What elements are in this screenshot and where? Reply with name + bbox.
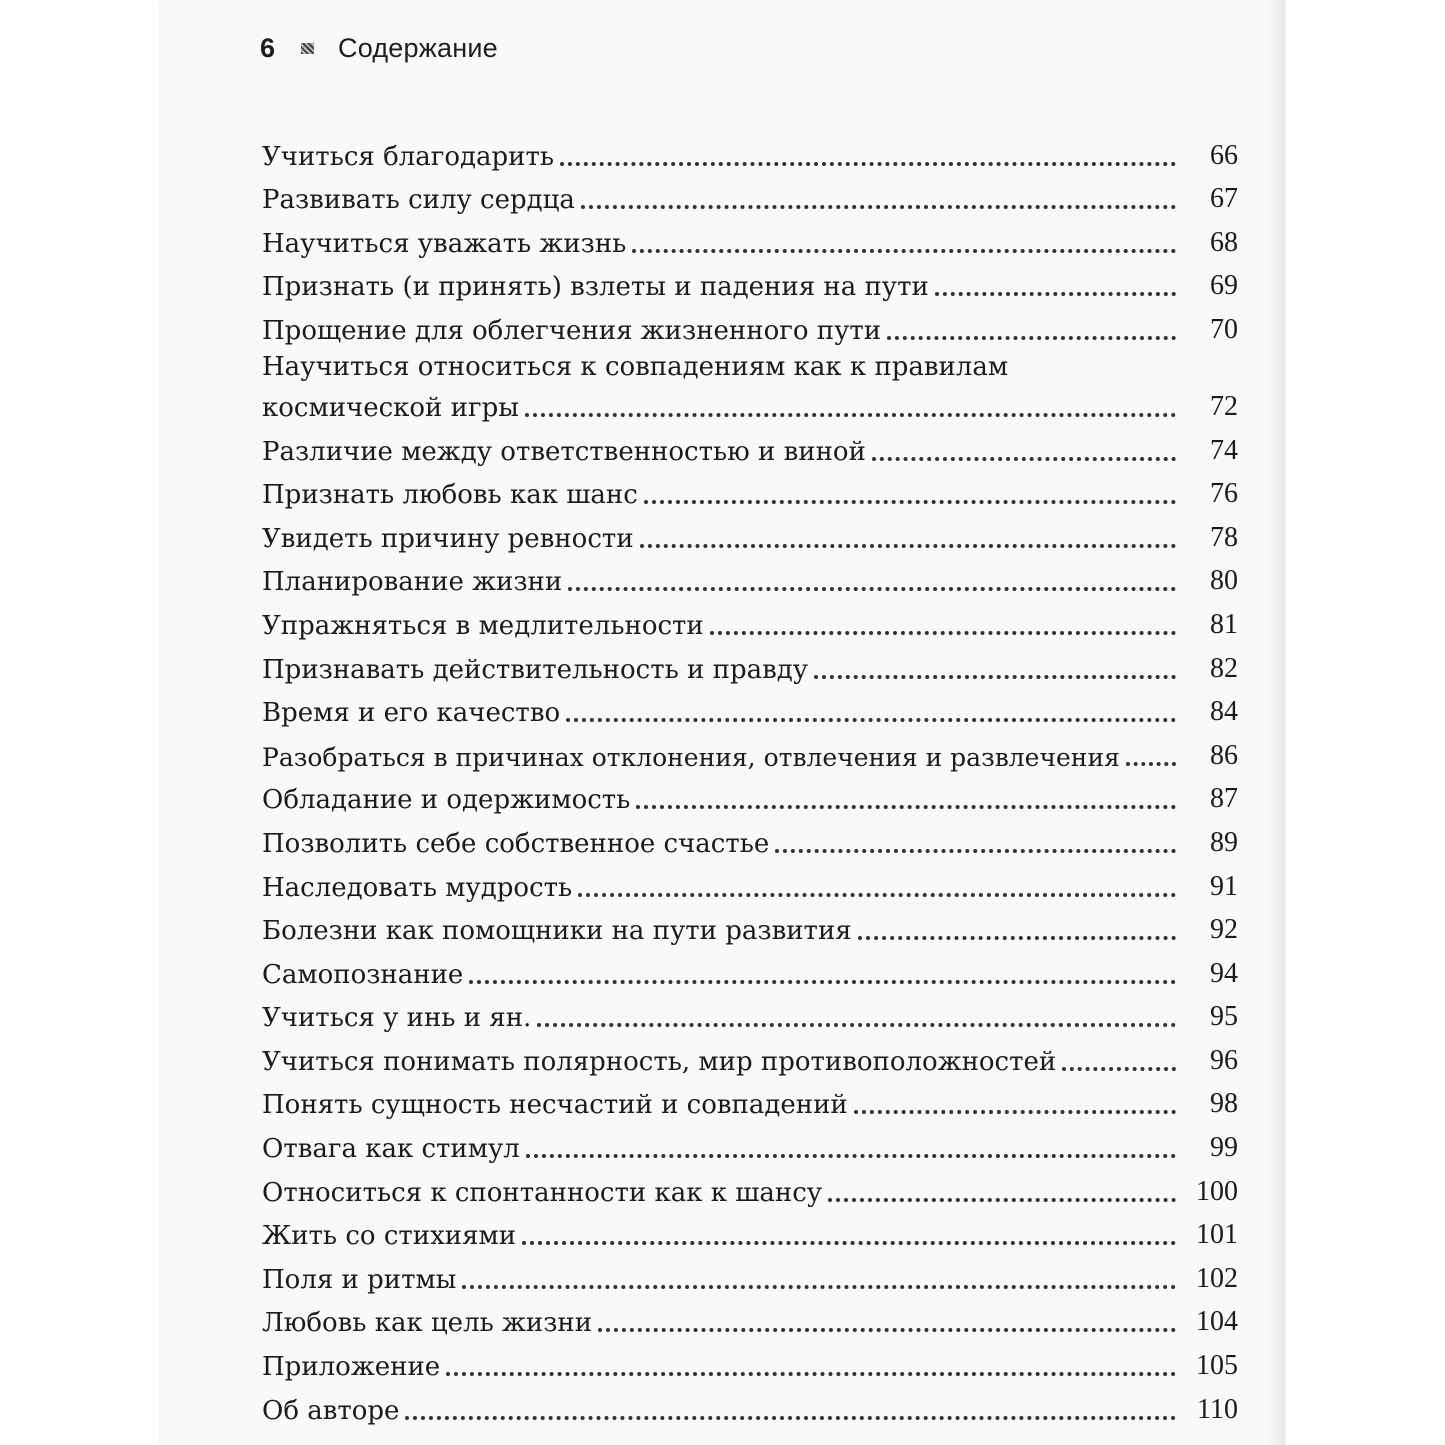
toc-entry <box>262 554 1238 598</box>
toc-entry-page: 104 <box>1196 1306 1238 1338</box>
toc-entry <box>262 815 1238 859</box>
toc-entry <box>262 597 1238 641</box>
toc-entry <box>262 346 1238 423</box>
toc-entry-title: Прощение для облегчения жизненного пути <box>262 315 882 346</box>
toc-entry-title: Учиться понимать полярность, мир противоположностей <box>262 1046 1057 1077</box>
toc-entry-title: Научиться относиться к совпадениям как к правилам <box>262 351 1009 382</box>
toc-entry-page: 76 <box>1210 478 1238 510</box>
toc-entry <box>262 1338 1238 1382</box>
toc-entry-page: 94 <box>1210 957 1238 989</box>
toc-entry <box>262 467 1238 511</box>
section-title: Содержание <box>338 32 498 63</box>
toc-entry-page: 78 <box>1210 521 1238 553</box>
toc-entry-page: 68 <box>1210 226 1238 258</box>
toc-entry-page: 66 <box>1210 139 1238 171</box>
leader-dots <box>560 162 1176 166</box>
leader-dots <box>462 1285 1176 1289</box>
toc-entry-page: 82 <box>1210 652 1238 684</box>
leader-dots <box>632 249 1176 253</box>
toc-entry-title: Научиться уважать жизнь <box>262 228 627 259</box>
toc-entry-title: Об авторе <box>262 1395 400 1426</box>
book-page <box>160 0 1285 1445</box>
toc-entry <box>262 172 1238 216</box>
leader-dots <box>858 936 1176 940</box>
toc-entry-title: Признать (и принять) взлеты и падения на пути <box>262 272 929 303</box>
toc-entry-title: Упражняться в медлительности <box>262 610 704 641</box>
toc-entry-page: 89 <box>1210 826 1238 858</box>
toc-entry-page: 110 <box>1197 1393 1238 1425</box>
toc-entry <box>262 1077 1238 1121</box>
leader-dots <box>1062 1067 1176 1071</box>
toc-entry <box>262 685 1238 729</box>
leader-dots <box>537 1023 1176 1027</box>
toc-entry-title: Увидеть причину ревности <box>262 523 634 554</box>
toc-entry <box>262 1033 1238 1077</box>
page-edge-shadow <box>1271 0 1285 1445</box>
leader-dots <box>566 718 1176 722</box>
leader-dots <box>581 205 1176 209</box>
table-of-contents <box>262 128 1238 1426</box>
toc-entry <box>262 259 1238 303</box>
toc-entry-title: Учиться у инь и ян. <box>262 1003 532 1034</box>
toc-entry <box>262 215 1238 259</box>
toc-entry-title: Различие между ответственностью и виной <box>262 436 866 467</box>
toc-entry-page: 102 <box>1196 1262 1238 1294</box>
toc-entry-page: 100 <box>1196 1175 1238 1207</box>
toc-entry-title: Разобраться в причинах отклонения, отвлечения и развлечения <box>262 742 1120 772</box>
leader-dots <box>526 1154 1176 1158</box>
toc-entry <box>262 728 1238 772</box>
leader-dots <box>854 1110 1176 1114</box>
leader-dots <box>578 893 1176 897</box>
leader-dots <box>469 980 1176 984</box>
toc-entry-page: 74 <box>1210 434 1238 466</box>
toc-entry-page: 95 <box>1210 1001 1238 1033</box>
toc-entry-title: Приложение <box>262 1352 441 1383</box>
toc-entry-page: 101 <box>1196 1219 1238 1251</box>
toc-entry <box>262 1120 1238 1164</box>
toc-entry <box>262 423 1238 467</box>
toc-entry <box>262 641 1238 685</box>
leader-dots <box>814 675 1176 679</box>
toc-entry-page: 84 <box>1210 696 1238 728</box>
toc-entry-page: 81 <box>1210 608 1238 640</box>
leader-dots <box>640 544 1176 548</box>
toc-entry-page: 92 <box>1210 914 1238 946</box>
toc-entry <box>262 859 1238 903</box>
toc-entry-title: Жить со стихиями <box>262 1221 517 1252</box>
toc-entry-title-continued: космической игры <box>262 392 519 423</box>
leader-dots <box>710 631 1176 635</box>
toc-entry-title: Время и его качество <box>262 698 561 729</box>
toc-entry <box>262 772 1238 816</box>
toc-entry-page: 99 <box>1210 1132 1238 1164</box>
toc-entry-page: 67 <box>1210 183 1238 215</box>
toc-entry <box>262 1164 1238 1208</box>
leader-dots <box>598 1328 1176 1332</box>
toc-entry-title: Развивать силу сердца <box>262 185 575 216</box>
toc-entry-title: Поля и ритмы <box>262 1264 457 1295</box>
toc-entry-title: Понять сущность несчастий и совпадений <box>262 1090 848 1121</box>
toc-entry-title: Учиться благодарить <box>262 141 555 172</box>
leader-dots <box>1126 762 1176 766</box>
leader-dots <box>568 587 1176 591</box>
leader-dots <box>644 500 1176 504</box>
leader-dots <box>446 1372 1176 1376</box>
toc-entry <box>262 510 1238 554</box>
toc-entry-page: 80 <box>1210 565 1238 597</box>
toc-entry-title: Позволить себе собственное счастье <box>262 828 770 859</box>
toc-entry-page: 69 <box>1210 270 1238 302</box>
separator-ornament-icon <box>301 43 314 54</box>
toc-entry-page: 86 <box>1210 739 1238 771</box>
toc-entry <box>262 990 1238 1034</box>
toc-entry-page: 87 <box>1210 783 1238 815</box>
leader-dots <box>405 1416 1176 1420</box>
toc-entry <box>262 903 1238 947</box>
leader-dots <box>522 1241 1176 1245</box>
toc-entry-page: 105 <box>1196 1350 1238 1382</box>
toc-entry-page: 96 <box>1210 1044 1238 1076</box>
toc-entry-page: 91 <box>1210 870 1238 902</box>
toc-entry-title: Планирование жизни <box>262 567 563 598</box>
running-head <box>260 28 498 68</box>
leader-dots <box>872 457 1176 461</box>
toc-entry-title: Наследовать мудрость <box>262 872 573 903</box>
page-number: 6 <box>260 32 276 63</box>
toc-entry-title: Любовь как цель жизни <box>262 1308 593 1339</box>
leader-dots <box>887 336 1176 340</box>
toc-entry-page: 98 <box>1210 1088 1238 1120</box>
toc-entry-title: Признавать действительность и правду <box>262 654 809 685</box>
leader-dots <box>525 413 1176 417</box>
toc-entry-page: 72 <box>1210 390 1238 422</box>
toc-entry <box>262 1251 1238 1295</box>
leader-dots <box>935 292 1176 296</box>
toc-entry-title: Относиться к спонтанности как к шансу <box>262 1177 823 1208</box>
toc-entry-title: Обладание и одержимость <box>262 785 631 816</box>
toc-entry <box>262 302 1238 346</box>
toc-entry-page: 70 <box>1210 313 1238 345</box>
toc-entry-title: Самопознание <box>262 959 464 990</box>
leader-dots <box>775 849 1176 853</box>
leader-dots <box>828 1198 1176 1202</box>
leader-dots <box>636 805 1176 809</box>
toc-entry-title: Болезни как помощники на пути развития <box>262 916 852 947</box>
toc-entry <box>262 128 1238 172</box>
toc-entry <box>262 946 1238 990</box>
toc-entry-title: Отвага как стимул <box>262 1134 520 1165</box>
toc-entry <box>262 1295 1238 1339</box>
toc-entry <box>262 1382 1238 1426</box>
toc-entry <box>262 1208 1238 1252</box>
toc-entry-title: Признать любовь как шанс <box>262 480 638 511</box>
